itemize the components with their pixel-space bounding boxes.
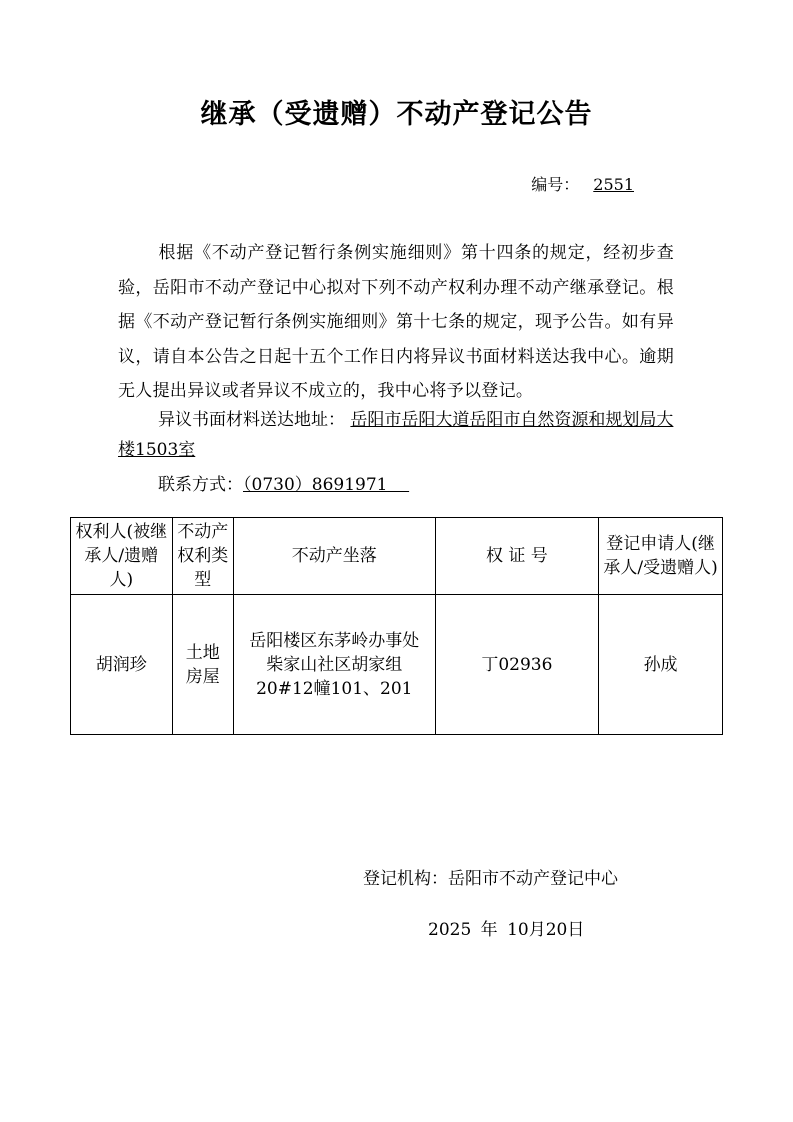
body-text: 根据《不动产登记暂行条例实施细则》第十四条的规定，经初步查验，岳阳市不动产登记中心拟对下列不动产权利办理不动产继承登记。根据《不动产登记暂行条例实施细则》第十七条的规定，现予公告。如有异议，请自本公告之日起十五个工作日内将异议书面材料送达我中心。逾期无人提出异议或者异议不成立的，我中心将予以登记。 bbox=[118, 243, 674, 401]
header-holder: 权利人(被继承人/遗赠人) bbox=[71, 518, 173, 595]
page-title: 继承（受遗赠）不动产登记公告 bbox=[200, 99, 593, 130]
cell-cert: 丁02936 bbox=[435, 595, 599, 735]
cell-location: 岳阳楼区东茅岭办事处柴家山社区胡家组20#12幢101、201 bbox=[233, 595, 435, 735]
announcement-number bbox=[0, 172, 634, 195]
contact-info bbox=[158, 472, 409, 498]
registration-authority: 登记机构：岳阳市不动产登记中心 bbox=[363, 869, 618, 889]
number-value: 2551 bbox=[593, 175, 634, 194]
cell-applicant: 孙成 bbox=[599, 595, 723, 735]
contact-value: （0730）8691971 bbox=[243, 475, 388, 495]
table-header-row bbox=[71, 518, 723, 595]
header-cert: 权 证 号 bbox=[435, 518, 599, 595]
announcement-date: 2025 年 10月20日 bbox=[428, 920, 585, 940]
cell-type: 土地房屋 bbox=[172, 595, 233, 735]
cell-holder: 胡润珍 bbox=[71, 595, 173, 735]
header-applicant: 登记申请人(继承人/受遗赠人) bbox=[599, 518, 723, 595]
table-row bbox=[71, 595, 723, 735]
announcement-body bbox=[118, 236, 674, 409]
number-label: 编号： bbox=[531, 175, 580, 194]
address-label: 异议书面材料送达地址： bbox=[158, 410, 345, 430]
header-type: 不动产权利类型 bbox=[172, 518, 233, 595]
property-table bbox=[70, 517, 723, 735]
header-location: 不动产坐落 bbox=[233, 518, 435, 595]
contact-label: 联系方式： bbox=[158, 475, 243, 495]
address-value: 岳阳市岳阳大道岳阳市自然资源和规划局大楼1503室 bbox=[118, 410, 674, 460]
objection-address bbox=[118, 405, 674, 465]
